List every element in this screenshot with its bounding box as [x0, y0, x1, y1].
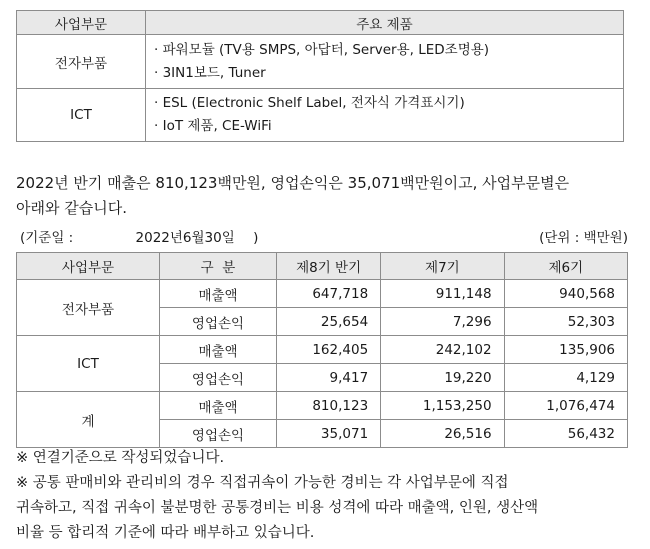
value-cell: 35,071 [277, 420, 381, 448]
value-cell: 52,303 [504, 308, 627, 336]
product-line: · IoT 제품, CE-WiFi [154, 118, 272, 134]
summary-line: 2022년 반기 매출은 810,123백만원, 영업손익은 35,071백만원이고, 사업부문별은 [16, 174, 570, 192]
summary-paragraph [16, 171, 626, 221]
base-date-label: (기준일 : [20, 230, 74, 246]
value-cell: 911,148 [381, 280, 504, 308]
value-cell: 26,516 [381, 420, 504, 448]
value-cell: 9,417 [277, 364, 381, 392]
item-cell: 매출액 [160, 280, 277, 308]
table-row [17, 35, 624, 89]
base-date-note [20, 226, 258, 246]
value-cell: 162,405 [277, 336, 381, 364]
division-cell: 전자부품 [17, 35, 146, 89]
item-cell: 매출액 [160, 336, 277, 364]
item-cell: 매출액 [160, 392, 277, 420]
summary-line: 아래와 같습니다. [16, 199, 127, 217]
table-row [17, 89, 624, 142]
value-cell: 25,654 [277, 308, 381, 336]
item-cell: 영업손익 [160, 308, 277, 336]
header-period-6: 제6기 [504, 253, 627, 280]
group-cell: 전자부품 [17, 280, 160, 336]
item-cell: 영업손익 [160, 420, 277, 448]
value-cell: 1,076,474 [504, 392, 627, 420]
note-line: 귀속하고, 직접 귀속이 불분명한 공통경비는 비용 성격에 따라 매출액, 인원, 생산액 [16, 500, 539, 516]
value-cell: 19,220 [381, 364, 504, 392]
value-cell: 135,906 [504, 336, 627, 364]
item-cell: 영업손익 [160, 364, 277, 392]
value-cell: 1,153,250 [381, 392, 504, 420]
table-row [17, 280, 628, 308]
base-date-value: 2022년6월30일 [135, 230, 235, 246]
header-division: 사업부문 [17, 253, 160, 280]
group-cell: ICT [17, 336, 160, 392]
product-line: · 3IN1보드, Tuner [154, 64, 266, 81]
table-row [17, 336, 628, 364]
base-date-close: ) [253, 230, 259, 246]
products-cell [146, 35, 624, 89]
financial-table [16, 252, 628, 448]
notes-section [16, 446, 628, 546]
value-cell: 647,718 [277, 280, 381, 308]
value-cell: 7,296 [381, 308, 504, 336]
products-cell [146, 89, 624, 142]
value-cell: 4,129 [504, 364, 627, 392]
header-period-8: 제8기 반기 [277, 253, 381, 280]
division-cell: ICT [17, 89, 146, 142]
table-header-row [17, 11, 624, 35]
note-line: ※ 연결기준으로 작성되었습니다. [16, 450, 225, 466]
note-line: 비율 등 합리적 기준에 따라 배부하고 있습니다. [16, 525, 315, 541]
header-period-7: 제7기 [381, 253, 504, 280]
product-line: · ESL (Electronic Shelf Label, 전자식 가격표시기) [154, 95, 465, 111]
unit-note: (단위 : 백만원) [539, 230, 628, 246]
table-row [17, 392, 628, 420]
table-header-row [17, 253, 628, 280]
product-line: · 파워모듈 (TV용 SMPS, 아답터, Server용, LED조명용) [154, 41, 490, 58]
header-main-products: 주요 제품 [146, 11, 624, 35]
value-cell: 56,432 [504, 420, 627, 448]
group-cell: 계 [17, 392, 160, 448]
segment-products-table [16, 10, 624, 142]
header-category: 구 분 [160, 253, 277, 280]
value-cell: 242,102 [381, 336, 504, 364]
value-cell: 940,568 [504, 280, 627, 308]
value-cell: 810,123 [277, 392, 381, 420]
note-line: ※ 공통 판매비와 관리비의 경우 직접귀속이 가능한 경비는 각 사업부문에 직접 [16, 475, 509, 491]
header-division: 사업부문 [17, 11, 146, 35]
